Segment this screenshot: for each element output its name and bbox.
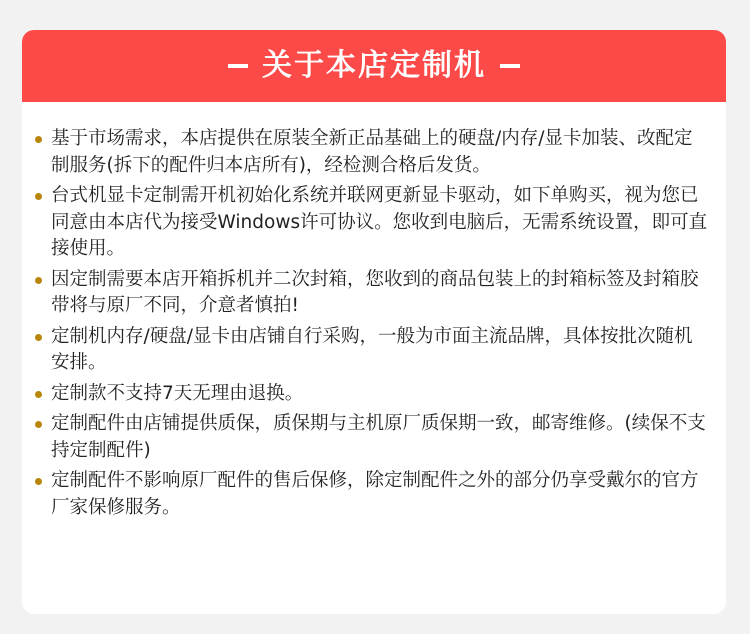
list-item [22,411,726,464]
list-item-text: 台式机显卡定制需开机初始化系统并联网更新显卡驱动，如下单购买，视为您已同意由本店代为接受Windows许可协议。您收到电脑后，无需系统设置，即可直接使用。 [51,185,708,259]
bullet-dot-icon [35,193,42,200]
list-item-text: 基于市场需求，本店提供在原装全新正品基础上的硬盘/内存/显卡加装、改配定制服务(拆下的配件归本店所有)，经检测合格后发货。 [51,128,693,176]
bullet-dot-icon [35,334,42,341]
card-header [22,30,726,102]
list-item [22,267,726,320]
notes-list [22,126,726,525]
list-item [22,381,726,408]
list-item-text: 定制配件由店铺提供质保，质保期与主机原厂质保期一致，邮寄维修。(续保不支持定制配件) [51,413,706,461]
list-item-text: 定制配件不影响原厂配件的售后保修，除定制配件之外的部分仍享受戴尔的官方厂家保修服务。 [51,470,699,518]
bullet-dot-icon [35,421,42,428]
bullet-dot-icon [35,391,42,398]
list-item [22,183,726,263]
info-card [22,30,726,614]
list-item [22,468,726,521]
card-title: 关于本店定制机 [262,48,486,83]
left-dash-decoration [228,64,248,68]
list-item-text: 因定制需要本店开箱拆机并二次封箱，您收到的商品包装上的封箱标签及封箱胶带将与原厂不同，介意者慎拍! [51,268,699,316]
list-item [22,324,726,377]
bullet-dot-icon [35,478,42,485]
list-item-text: 定制款不支持7天无理由退换。 [51,382,304,404]
list-item-text: 定制机内存/硬盘/显卡由店铺自行采购，一般为市面主流品牌，具体按批次随机安排。 [51,325,693,373]
bullet-dot-icon [35,136,42,143]
right-dash-decoration [500,64,520,68]
bullet-dot-icon [35,277,42,284]
list-item [22,126,726,179]
